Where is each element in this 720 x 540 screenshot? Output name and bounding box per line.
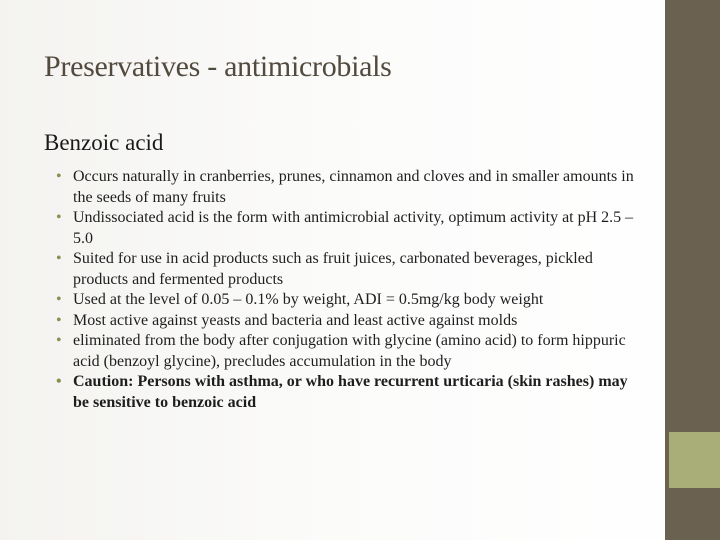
sidebar-accent-block <box>669 432 720 488</box>
bullet-item-caution <box>56 372 636 413</box>
bullet-item <box>56 167 636 208</box>
slide-title: Preservatives - antimicrobials <box>44 50 392 83</box>
bullet-icon: • <box>56 311 62 329</box>
bullet-list <box>56 167 636 413</box>
bullet-item <box>56 311 636 332</box>
bullet-icon: • <box>56 168 62 185</box>
bullet-text: Caution: Persons with asthma, or who have recurrent urticaria (skin rashes) may be sensitive to benzoic acid <box>73 373 628 411</box>
bullet-item <box>56 249 636 290</box>
bullet-icon: • <box>56 291 62 308</box>
bullet-item <box>56 208 636 249</box>
bullet-icon: • <box>56 332 62 349</box>
bullet-icon: • <box>56 250 62 267</box>
bullet-icon: • <box>56 209 62 226</box>
bullet-text: Occurs naturally in cranberries, prunes, cinnamon and cloves and in smaller amounts in the seeds of many fruits <box>73 168 634 206</box>
bullet-text: Suited for use in acid products such as fruit juices, carbonated beverages, pickled products and fermented products <box>73 250 593 288</box>
bullet-text: Undissociated acid is the form with antimicrobial activity, optimum activity at pH 2.5 – 5.0 <box>73 209 634 247</box>
bullet-text: Used at the level of 0.05 – 0.1% by weight, ADI = 0.5mg/kg body weight <box>73 291 544 308</box>
slide-subtitle: Benzoic acid <box>44 130 164 155</box>
bullet-icon: • <box>56 373 62 390</box>
bullet-text: eliminated from the body after conjugation with glycine (amino acid) to form hippuric acid (benzoyl glycine), precludes accumulation in the body <box>73 332 626 370</box>
bullet-item <box>56 290 636 311</box>
bullet-text: Most active against yeasts and bacteria and least active against molds <box>73 311 518 329</box>
bullet-item <box>56 331 636 372</box>
